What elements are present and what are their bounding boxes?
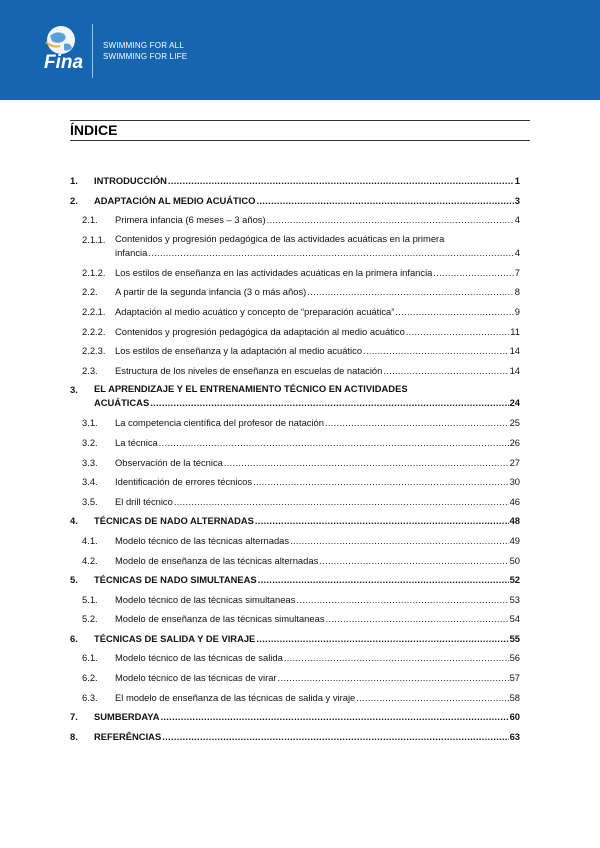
- toc-entry[interactable]: [70, 322, 520, 342]
- toc-entry[interactable]: [70, 570, 520, 590]
- toc-entry[interactable]: [70, 648, 520, 668]
- toc-entry-page: 46: [509, 495, 520, 507]
- toc-entry[interactable]: [70, 688, 520, 708]
- toc-entry-title: A partir de la segunda infancia (3 o más años): [115, 286, 307, 298]
- toc-entry-title-cont: infancia: [115, 246, 148, 258]
- toc-entry-number: 4.1.: [82, 534, 98, 546]
- toc-entry-title: INTRODUCCIÓN: [94, 175, 167, 186]
- toc-entry-title-cont: ACUÁTICAS: [94, 397, 150, 409]
- toc-entry[interactable]: [70, 380, 520, 413]
- toc-entry-title: Modelo de enseñanza de las técnicas simultaneas: [115, 613, 325, 625]
- toc-entry-number: 2.2.: [82, 286, 98, 298]
- tagline-line-1: SWIMMING FOR ALL: [103, 41, 184, 50]
- toc-dot-leader: [159, 433, 509, 453]
- toc-entry[interactable]: [70, 590, 520, 610]
- toc-dot-leader: [290, 531, 509, 551]
- toc-dot-leader: [406, 322, 509, 342]
- toc-entry-page: 55: [509, 632, 520, 644]
- toc-entry-number: 3.: [70, 384, 78, 396]
- toc-entry-title: EL APRENDIZAJE Y EL ENTRENAMIENTO TÉCNICO EN ACTIVIDADES: [94, 383, 408, 395]
- toc-entry-title: Contenidos y progresión pedagógica de las actividades acuáticas en la primera: [115, 232, 445, 244]
- toc-entry-page: 56: [509, 652, 520, 664]
- table-of-contents: [70, 171, 520, 746]
- toc-entry-title: Los estilos de enseñanza en las actividades acuáticas en la primera infancia: [115, 266, 433, 278]
- toc-entry-title: TÉCNICAS DE NADO ALTERNADAS: [94, 515, 254, 527]
- toc-dot-leader: [162, 727, 508, 747]
- toc-entry-page: 7: [514, 266, 520, 278]
- toc-entry-page: 14: [509, 364, 520, 376]
- toc-entry-page: 52: [509, 574, 520, 586]
- toc-entry-number: 6.: [70, 632, 78, 644]
- toc-entry-page: 60: [509, 711, 520, 723]
- toc-dot-leader: [325, 413, 509, 433]
- fina-wordmark: Fina: [44, 52, 84, 73]
- toc-dot-leader: [383, 361, 508, 381]
- toc-entry-page: 53: [509, 593, 520, 605]
- toc-entry[interactable]: [70, 263, 520, 283]
- toc-entry-title: La competencia científica del profesor de natación: [115, 417, 324, 429]
- toc-entry-number: 3.3.: [82, 456, 98, 468]
- toc-entry-page: 1: [514, 175, 520, 186]
- toc-entry[interactable]: [70, 472, 520, 492]
- toc-dot-leader: [258, 570, 509, 590]
- toc-entry-page: 30: [509, 476, 520, 488]
- toc-entry-page: 27: [509, 456, 520, 468]
- toc-entry-title: El drill técnico: [115, 495, 173, 507]
- toc-entry-title: Observación de la técnica: [115, 456, 223, 468]
- toc-entry-title: Modelo de enseñanza de las técnicas alternadas: [115, 554, 319, 566]
- toc-entry[interactable]: [70, 551, 520, 571]
- header-tagline: [103, 40, 187, 62]
- toc-entry-page: 57: [509, 672, 520, 684]
- toc-dot-leader: [433, 263, 513, 283]
- page-title: ÍNDICE: [70, 122, 118, 138]
- toc-entry-number: 6.1.: [82, 652, 98, 664]
- toc-entry[interactable]: [70, 629, 520, 649]
- toc-entry-page: 14: [509, 345, 520, 357]
- toc-entry-title: Modelo técnico de las técnicas de salida: [115, 652, 283, 664]
- toc-entry[interactable]: [70, 361, 520, 381]
- toc-entry[interactable]: [70, 302, 520, 322]
- toc-dot-leader: [174, 492, 509, 512]
- toc-entry-page: 26: [509, 436, 520, 448]
- toc-entry-number: 2.1.2.: [82, 266, 106, 278]
- toc-entry-number: 5.1.: [82, 593, 98, 605]
- toc-entry-number: 4.: [70, 515, 78, 527]
- toc-dot-leader: [255, 511, 509, 531]
- toc-dot-leader: [256, 629, 508, 649]
- toc-entry-page: 3: [514, 194, 520, 206]
- toc-entry-number: 7.: [70, 711, 78, 723]
- toc-entry-title: El modelo de enseñanza de las técnicas de salida y viraje: [115, 691, 356, 703]
- toc-entry-number: 3.5.: [82, 495, 98, 507]
- toc-entry-title: Modelo técnico de las técnicas alternadas: [115, 534, 290, 546]
- toc-entry[interactable]: [70, 707, 520, 727]
- toc-entry-page: 48: [509, 515, 520, 527]
- toc-entry-title: Los estilos de enseñanza y la adaptación al medio acuático: [115, 345, 363, 357]
- toc-entry[interactable]: [70, 433, 520, 453]
- toc-entry-title: Adaptación al medio acuático y concepto de “preparación acuática”: [115, 305, 395, 317]
- toc-dot-leader: [395, 302, 513, 322]
- toc-dot-leader: [256, 191, 513, 211]
- title-rule-bottom: [70, 140, 530, 141]
- toc-entry[interactable]: [70, 492, 520, 512]
- toc-entry-number: 6.2.: [82, 672, 98, 684]
- toc-dot-leader: [160, 707, 508, 727]
- toc-dot-leader: [267, 210, 514, 230]
- toc-entry[interactable]: [70, 531, 520, 551]
- toc-entry-page: 11: [510, 325, 520, 337]
- toc-entry[interactable]: [70, 727, 520, 747]
- toc-entry[interactable]: [70, 453, 520, 473]
- toc-entry[interactable]: [70, 230, 520, 263]
- toc-entry-number: 2.: [70, 194, 78, 206]
- toc-entry-title: Contenidos y progresión pedagógica da adaptación al medio acuático: [115, 325, 405, 337]
- toc-entry-number: 4.2.: [82, 554, 98, 566]
- toc-entry[interactable]: [70, 282, 520, 302]
- toc-entry-number: 3.1.: [82, 417, 98, 429]
- toc-entry-number: 8.: [70, 730, 78, 742]
- toc-dot-leader: [319, 551, 508, 571]
- toc-entry[interactable]: [70, 341, 520, 361]
- toc-entry-page: 24: [509, 397, 520, 409]
- title-rule-top: [70, 120, 530, 121]
- toc-entry-number: 2.2.3.: [82, 345, 106, 357]
- toc-entry-title: ADAPTACIÓN AL MEDIO ACUÁTICO: [94, 194, 256, 206]
- toc-entry[interactable]: [70, 609, 520, 629]
- toc-entry-number: 2.1.: [82, 214, 98, 226]
- toc-entry-number: 5.2.: [82, 613, 98, 625]
- toc-entry[interactable]: [70, 668, 520, 688]
- toc-dot-leader: [296, 590, 508, 610]
- toc-dot-leader: [253, 472, 509, 492]
- toc-entry[interactable]: [70, 511, 520, 531]
- toc-dot-leader: [168, 171, 514, 191]
- toc-entry-title: Primera infancia (6 meses – 3 años): [115, 214, 266, 226]
- toc-entry-number: 3.4.: [82, 476, 98, 488]
- toc-entry-title: REFERÊNCIAS: [94, 730, 162, 742]
- toc-entry[interactable]: [70, 171, 520, 191]
- toc-dot-leader: [326, 609, 509, 629]
- toc-dot-leader: [356, 688, 508, 708]
- toc-entry-number: 2.3.: [82, 364, 98, 376]
- toc-entry-page: 50: [509, 554, 520, 566]
- toc-entry-page: 25: [509, 417, 520, 429]
- toc-entry[interactable]: [70, 413, 520, 433]
- toc-entry-page: 9: [514, 305, 520, 317]
- toc-entry-number: 2.2.1.: [82, 305, 106, 317]
- toc-entry-page: 4: [514, 214, 520, 226]
- toc-entry-number: 2.2.2.: [82, 325, 106, 337]
- toc-entry-number: 3.2.: [82, 436, 98, 448]
- toc-dot-leader: [224, 453, 509, 473]
- toc-dot-leader: [150, 396, 508, 410]
- toc-entry-title: SUMBERDAYA: [94, 711, 160, 723]
- toc-entry-page: 4: [514, 246, 520, 258]
- toc-entry-page: 8: [514, 286, 520, 298]
- page-header: [0, 0, 600, 100]
- toc-entry-title: TÉCNICAS DE NADO SIMULTANEAS: [94, 574, 257, 586]
- toc-entry-title: TÉCNICAS DE SALIDA Y DE VIRAJE: [94, 632, 256, 644]
- toc-dot-leader: [363, 341, 509, 361]
- header-divider: [92, 24, 93, 78]
- toc-entry-page: 54: [509, 613, 520, 625]
- toc-entry[interactable]: [70, 191, 520, 211]
- toc-entry-page: 49: [509, 534, 520, 546]
- toc-dot-leader: [278, 668, 509, 688]
- toc-entry-title: Identificación de errores técnicos: [115, 476, 253, 488]
- toc-entry-title: Modelo técnico de las técnicas simultaneas: [115, 593, 296, 605]
- toc-entry-number: 5.: [70, 574, 78, 586]
- toc-dot-leader: [284, 648, 509, 668]
- toc-entry-page: 58: [509, 691, 520, 703]
- toc-entry-number: 1.: [70, 175, 78, 186]
- toc-entry-page: 63: [509, 730, 520, 742]
- toc-entry-title: La técnica: [115, 436, 158, 448]
- toc-entry-title: Estructura de los niveles de enseñanza en escuelas de natación: [115, 364, 383, 376]
- tagline-line-2: SWIMMING FOR LIFE: [103, 52, 188, 61]
- toc-entry[interactable]: [70, 210, 520, 230]
- toc-dot-leader: [307, 282, 514, 302]
- toc-entry-title: Modelo técnico de las técnicas de virar: [115, 672, 277, 684]
- toc-entry-number: 2.1.1.: [82, 233, 106, 245]
- toc-entry-number: 6.3.: [82, 691, 98, 703]
- toc-dot-leader: [148, 246, 513, 260]
